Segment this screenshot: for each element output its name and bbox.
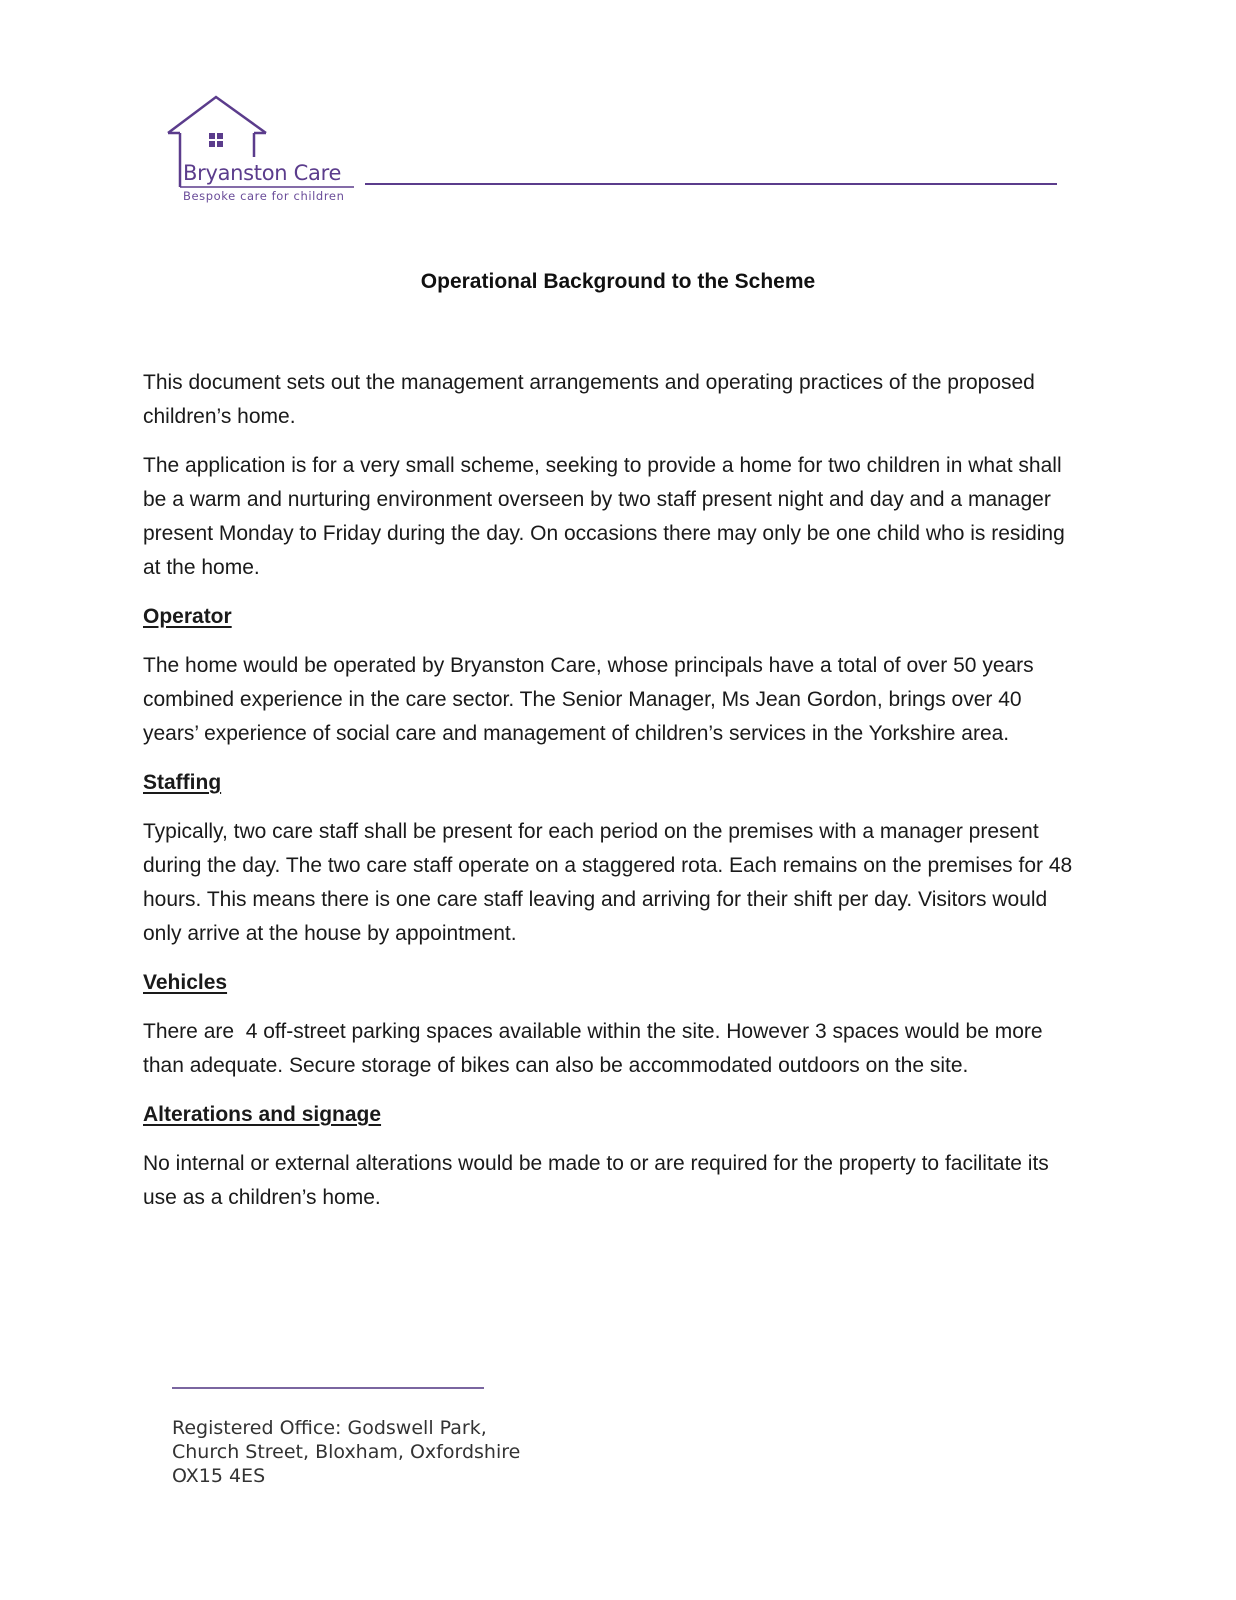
address-line: OX15 4ES [172, 1465, 266, 1487]
intro-paragraph: This document sets out the management arrangements and operating practices of the proposed children’s home. [143, 371, 1035, 428]
brand-name: Bryanston Care [183, 161, 342, 185]
registered-office-address [172, 1416, 520, 1488]
section-heading-operator: Operator [143, 605, 232, 628]
address-line: Church Street, Bloxham, Oxfordshire [172, 1441, 521, 1463]
document-body [143, 366, 1078, 1230]
brand-tagline: Bespoke care for children [183, 189, 345, 203]
section-body-staffing: Typically, two care staff shall be present for each period on the premises with a manager present during the day. The two care staff operate on a staggered rota. Each remains on the premises for 48 hours. This means there is one care staff leaving and arriving for their shift per day. Visitors would only arrive at the house by appointment. [143, 820, 1073, 945]
brand-logo [166, 95, 366, 210]
document-title: Operational Background to the Scheme [420, 270, 816, 293]
header-divider [365, 183, 1057, 185]
intro-paragraph: The application is for a very small scheme, seeking to provide a home for two children in what shall be a warm and nurturing environment overseen by two staff present night and day and a manager present Monday to Friday during the day. On occasions there may only be one child who is residing at the home. [143, 454, 1065, 579]
section-heading-alterations: Alterations and signage [143, 1103, 382, 1126]
section-body-alterations: No internal or external alterations would be made to or are required for the property to facilitate its use as a children’s home. [143, 1152, 1049, 1209]
address-line: Registered Office: Godswell Park, [172, 1417, 487, 1439]
section-heading-vehicles: Vehicles [143, 971, 228, 994]
section-body-operator: The home would be operated by Bryanston Care, whose principals have a total of over 50 years combined experience in the care sector. The Senior Manager, Ms Jean Gordon, brings over 40 years’ experience of social care and management of children’s services in the Yorkshire area. [143, 654, 1034, 745]
section-heading-staffing: Staffing [143, 771, 222, 794]
section-body-vehicles: There are 4 off-street parking spaces available within the site. However 3 spaces would be more than adequate. Secure storage of bikes can also be accommodated outdoors on the site. [143, 1020, 1049, 1077]
footer-divider [172, 1387, 484, 1389]
